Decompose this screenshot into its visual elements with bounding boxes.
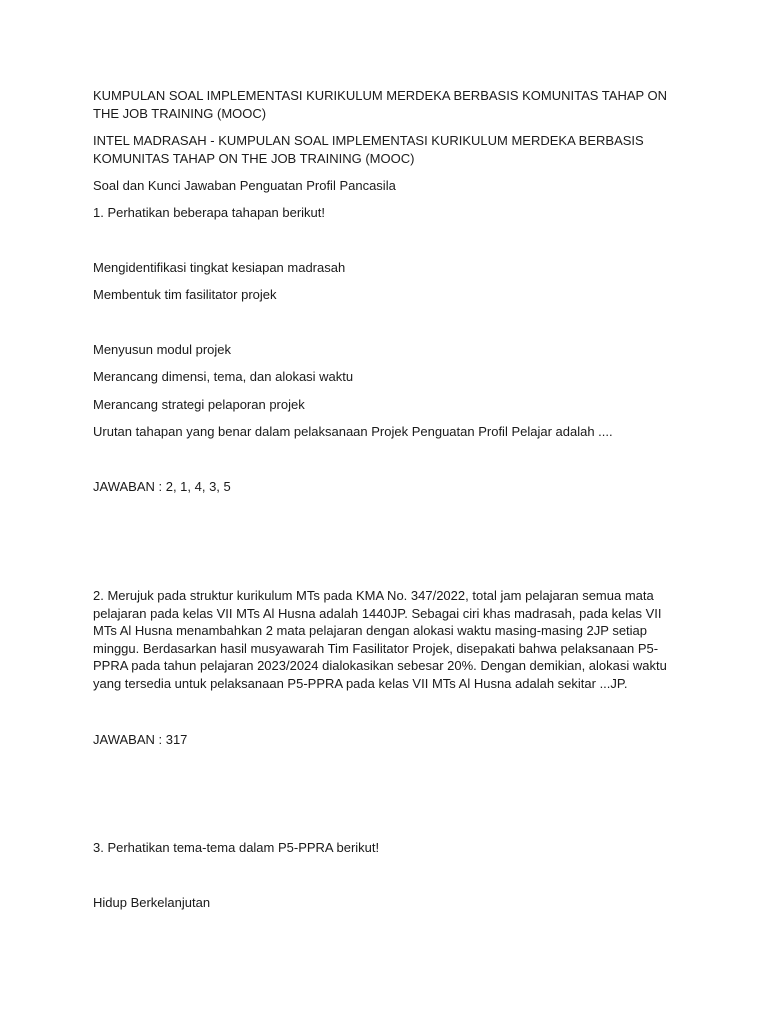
- question-3-prompt: 3. Perhatikan tema-tema dalam P5-PPRA berikut!: [93, 840, 380, 855]
- question-1-step: Mengidentifikasi tingkat kesiapan madrasah: [93, 260, 346, 275]
- question-1-step: Menyusun modul projek: [93, 342, 232, 357]
- question-2-text: 2. Merujuk pada struktur kurikulum MTs pada KMA No. 347/2022, total jam pelajaran semua mata pelajaran pada kelas VII MTs Al Husna adalah 1440JP. Sebagai ciri khas madrasah, pada kelas VII MTs Al Husna menambahkan 2 mata pelajaran dengan alokasi waktu masing-masing 2JP setiap minggu. Berdasarkan hasil musyawarah Tim Fasilitator Projek, disepakati bahwa pelaksanaan P5-PPRA pada tahun pelajaran 2023/2024 dialokasikan sebesar 20%. Dengan demikian, alokasi waktu yang tersedia untuk pelaksanaan P5-PPRA pada kelas VII MTs Al Husna adalah sekitar ...JP.: [93, 588, 667, 691]
- question-1-step: Membentuk tim fasilitator projek: [93, 287, 277, 302]
- question-2-answer: JAWABAN : 317: [93, 732, 188, 747]
- question-3-theme: Hidup Berkelanjutan: [93, 895, 211, 910]
- question-1-answer: JAWABAN : 2, 1, 4, 3, 5: [93, 479, 231, 494]
- document-subtitle: INTEL MADRASAH - KUMPULAN SOAL IMPLEMENTASI KURIKULUM MERDEKA BERBASIS KOMUNITAS TAHAP ON THE JOB TRAINING (MOOC): [93, 133, 644, 166]
- document-title: KUMPULAN SOAL IMPLEMENTASI KURIKULUM MERDEKA BERBASIS KOMUNITAS TAHAP ON THE JOB TRAINING (MOOC): [93, 88, 668, 121]
- question-1-prompt: 1. Perhatikan beberapa tahapan berikut!: [93, 205, 326, 220]
- question-1-question: Urutan tahapan yang benar dalam pelaksanaan Projek Penguatan Profil Pelajar adalah ....: [93, 424, 613, 439]
- question-1-step: Merancang dimensi, tema, dan alokasi waktu: [93, 369, 354, 384]
- section-heading: Soal dan Kunci Jawaban Penguatan Profil Pancasila: [93, 178, 396, 193]
- question-1-step: Merancang strategi pelaporan projek: [93, 397, 305, 412]
